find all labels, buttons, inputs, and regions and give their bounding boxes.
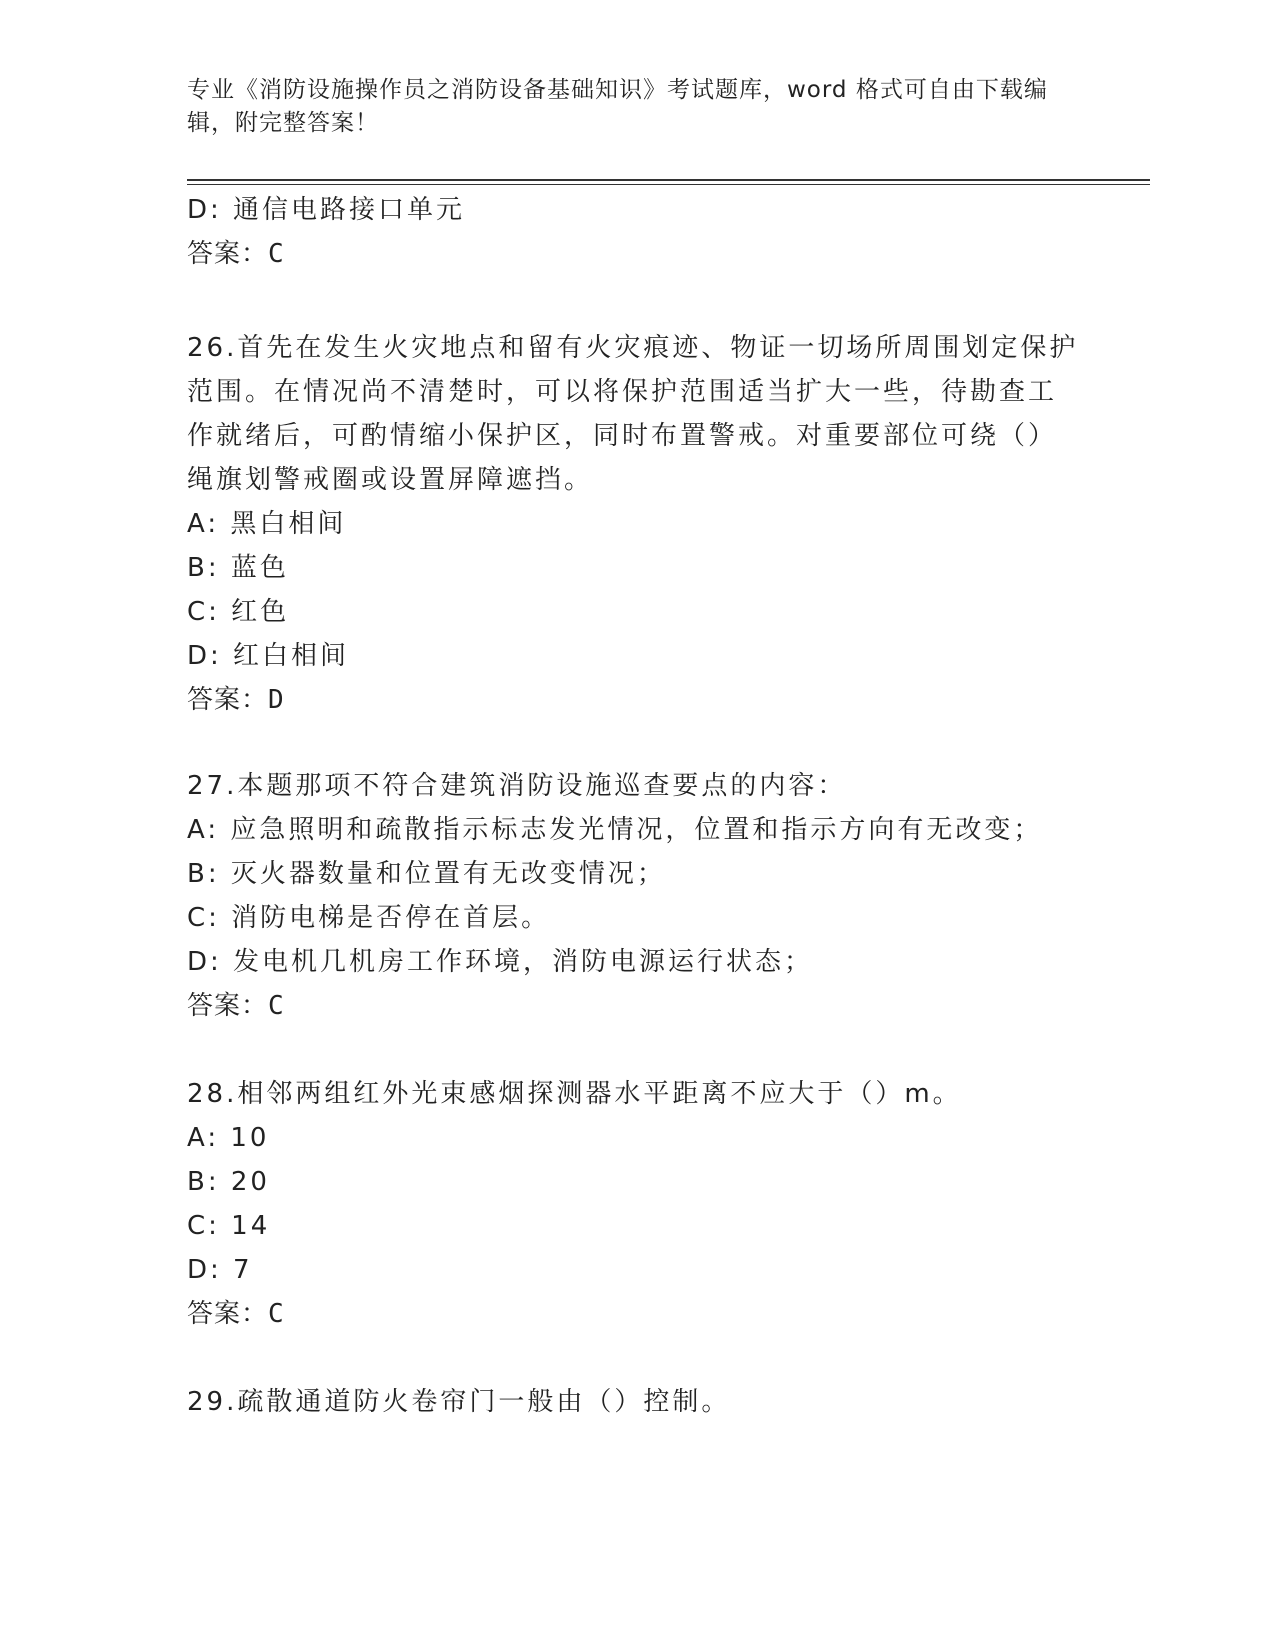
q28-option-a: A: 10 <box>187 1123 270 1153</box>
q26-option-c: C: 红色 <box>187 597 290 627</box>
header-divider-thick <box>187 179 1150 181</box>
q28-stem-line-1: 28.相邻两组红外光束感烟探测器水平距离不应大于（）m。 <box>187 1079 962 1109</box>
q27-option-a: A: 应急照明和疏散指示标志发光情况，位置和指示方向有无改变； <box>187 815 1043 845</box>
answer-label: 答案： <box>187 685 269 715</box>
q27-option-c: C: 消防电梯是否停在首层。 <box>187 903 551 933</box>
q26-stem-line-3: 作就绪后，可酌情缩小保护区，同时布置警戒。对重要部位可绕（） <box>187 421 1058 451</box>
q26-option-b: B: 蓝色 <box>187 553 289 583</box>
header-line-2: 辑，附完整答案！ <box>187 110 379 136</box>
q26-option-d: D: 红白相间 <box>187 641 350 671</box>
q26-stem-line-4: 绳旗划警戒圈或设置屏障遮挡。 <box>187 465 594 495</box>
answer-value: C <box>268 1299 284 1329</box>
q28-option-c: C: 14 <box>187 1211 271 1241</box>
q28-option-d: D: 7 <box>187 1255 253 1285</box>
answer-value: D <box>268 685 284 715</box>
header-divider-thin <box>187 184 1150 185</box>
answer-label: 答案： <box>187 239 269 269</box>
q29-stem-line-1: 29.疏散通道防火卷帘门一般由（）控制。 <box>187 1387 731 1417</box>
q28-answer <box>187 1297 284 1331</box>
q28-option-b: B: 20 <box>187 1167 270 1197</box>
header-line-1: 专业《消防设施操作员之消防设备基础知识》考试题库，word 格式可自由下载编 <box>187 77 1048 103</box>
page-header <box>187 74 1067 140</box>
answer-value: C <box>268 239 284 269</box>
answer-label: 答案： <box>187 1299 269 1329</box>
q26-stem-line-2: 范围。在情况尚不清楚时，可以将保护范围适当扩大一些，待勘查工 <box>187 377 1058 407</box>
q26-stem-line-1: 26.首先在发生火灾地点和留有火灾痕迹、物证一切场所周围划定保护 <box>187 333 1079 363</box>
q26-option-a: A: 黑白相间 <box>187 509 347 539</box>
answer-value: C <box>268 991 284 1021</box>
q27-stem-line-1: 27.本题那项不符合建筑消防设施巡查要点的内容： <box>187 771 847 801</box>
q25-answer <box>187 237 284 271</box>
q27-answer <box>187 989 284 1023</box>
q26-answer <box>187 683 284 717</box>
answer-label: 答案： <box>187 991 269 1021</box>
q25-option-d: D: 通信电路接口单元 <box>187 195 466 225</box>
q27-option-b: B: 灭火器数量和位置有无改变情况； <box>187 859 666 889</box>
q27-option-d: D: 发电机几机房工作环境，消防电源运行状态； <box>187 947 814 977</box>
